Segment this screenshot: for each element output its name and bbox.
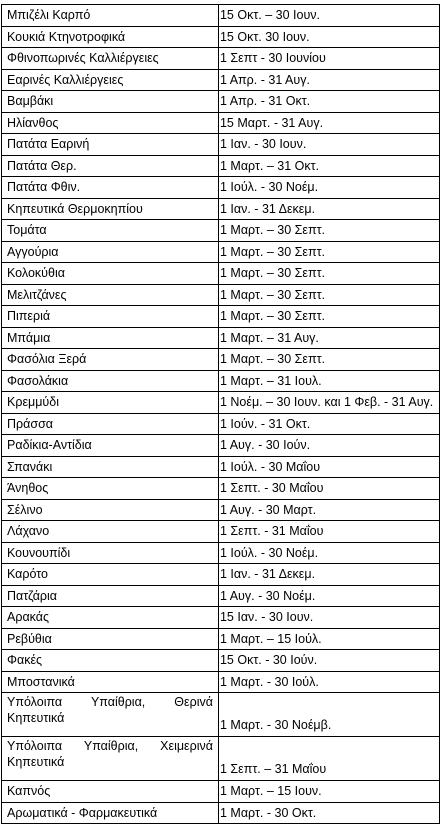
crop-name-cell: Φακές (2, 650, 219, 672)
crop-name-cell: Μπάμια (2, 327, 219, 349)
crop-name-cell: Μελιτζάνες (2, 284, 219, 306)
crop-name-cell: Φασόλια Ξερά (2, 349, 219, 371)
crop-name-cell: Πατζάρια (2, 585, 219, 607)
crop-name-cell: Βαμβάκι (2, 91, 219, 113)
table-row (2, 650, 440, 672)
crop-name-cell: Εαρινές Καλλιέργειες (2, 69, 219, 91)
period-cell: 1 Μαρτ. – 31 Οκτ. (218, 155, 439, 177)
period-cell: 1 Σεπτ. – 31 Μαΐου (218, 737, 439, 781)
table-row (2, 521, 440, 543)
period-cell: 1 Ιαν. - 31 Δεκεμ. (218, 198, 439, 220)
table-row (2, 781, 440, 803)
crop-name-cell: Σέλινο (2, 499, 219, 521)
crop-name-cell: Τομάτα (2, 220, 219, 242)
crop-name-cell: Κολοκύθια (2, 263, 219, 285)
table-row (2, 607, 440, 629)
table-row (2, 542, 440, 564)
period-cell: 1 Ιαν. - 31 Δεκεμ. (218, 564, 439, 586)
table-row (2, 284, 440, 306)
period-cell: 15 Οκτ. – 30 Ιουν. (218, 5, 439, 27)
table-row (2, 155, 440, 177)
crop-name-cell: Μπιζέλι Καρπό (2, 5, 219, 27)
period-cell: 15 Οκτ. - 30 Ιούν. (218, 650, 439, 672)
period-cell: 1 Μαρτ. – 30 Σεπτ. (218, 349, 439, 371)
crop-name-cell: Σπανάκι (2, 456, 219, 478)
table-row (2, 392, 440, 414)
crop-name-cell: Υπόλοιπα Υπαίθρια, Θεριvά Κηπευτικά (2, 693, 219, 737)
table-row (2, 564, 440, 586)
period-cell: 1 Μαρτ. – 30 Σεπτ. (218, 263, 439, 285)
table-row (2, 456, 440, 478)
period-cell: 15 Ιαν. - 30 Ιουν. (218, 607, 439, 629)
table-row (2, 134, 440, 156)
period-cell: 1 Μαρτ. – 31 Ιουλ. (218, 370, 439, 392)
table-row (2, 349, 440, 371)
crop-name-cell: Ραδίκια-Αντίδια (2, 435, 219, 457)
table-row (2, 671, 440, 693)
table-row (2, 241, 440, 263)
table-row (2, 26, 440, 48)
table-row (2, 91, 440, 113)
period-cell: 1 Μαρτ. – 31 Αυγ. (218, 327, 439, 349)
table-row (2, 220, 440, 242)
period-cell: 1 Μαρτ. – 15 Ιουν. (218, 781, 439, 803)
period-cell: 1 Ιούλ. - 30 Μαΐου (218, 456, 439, 478)
crop-name-cell: Αγγούρια (2, 241, 219, 263)
table-row (2, 177, 440, 199)
period-cell: 15 Οκτ. 30 Ιουν. (218, 26, 439, 48)
crop-name-cell: Λάχανο (2, 521, 219, 543)
crop-name-cell: Κρεμμύδι (2, 392, 219, 414)
period-cell: 1 Αυγ. - 30 Ιούν. (218, 435, 439, 457)
period-cell: 1 Μαρτ. - 30 Οκτ. (218, 802, 439, 824)
crop-period-table (1, 4, 440, 824)
period-cell: 1 Μαρτ. - 30 Νοέμβ. (218, 693, 439, 737)
period-cell: 1 Σεπτ. - 30 Μαΐου (218, 478, 439, 500)
period-cell: 1 Αυγ. - 30 Μαρτ. (218, 499, 439, 521)
crop-name-cell: Καπνός (2, 781, 219, 803)
period-cell: 1 Μαρτ. – 30 Σεπτ. (218, 284, 439, 306)
table-row (2, 435, 440, 457)
period-cell: 1 Ιούλ. - 30 Νοέμ. (218, 542, 439, 564)
table-row (2, 585, 440, 607)
crop-name-cell: Πατάτα Εαρινή (2, 134, 219, 156)
period-cell: 1 Σεπτ - 30 Ιουνίου (218, 48, 439, 70)
crop-name-cell: Μποστανικά (2, 671, 219, 693)
crop-name-cell: Ρεβύθια (2, 628, 219, 650)
table-row (2, 263, 440, 285)
period-cell: 1 Απρ. - 31 Οκτ. (218, 91, 439, 113)
period-cell: 1 Μαρτ. – 15 Ιούλ. (218, 628, 439, 650)
table-row (2, 48, 440, 70)
period-cell: 1 Ιούν. - 31 Οκτ. (218, 413, 439, 435)
table-row (2, 327, 440, 349)
table-row (2, 198, 440, 220)
table-row (2, 737, 440, 781)
period-cell: 1 Ιούλ. - 30 Νοέμ. (218, 177, 439, 199)
table-row (2, 693, 440, 737)
crop-name-cell: Πράσσα (2, 413, 219, 435)
table-body (2, 5, 440, 824)
crop-name-cell: Κουκιά Κτηνοτροφικά (2, 26, 219, 48)
table-row (2, 370, 440, 392)
table-row (2, 5, 440, 27)
crop-name-cell: Καρότο (2, 564, 219, 586)
period-cell: 1 Απρ. - 31 Αυγ. (218, 69, 439, 91)
period-cell: 1 Μαρτ. – 30 Σεπτ. (218, 241, 439, 263)
period-cell: 15 Μαρτ. - 31 Αυγ. (218, 112, 439, 134)
table-row (2, 112, 440, 134)
crop-name-cell: Κηπευτικά Θερμοκηπίου (2, 198, 219, 220)
table-row (2, 478, 440, 500)
table-row (2, 69, 440, 91)
crop-name-cell: Φθινοπωρινές Καλλιέργειες (2, 48, 219, 70)
table-row (2, 499, 440, 521)
crop-name-cell: Ηλίανθος (2, 112, 219, 134)
period-cell: 1 Μαρτ. – 30 Σεπτ. (218, 306, 439, 328)
period-cell: 1 Αυγ. - 30 Νοέμ. (218, 585, 439, 607)
crop-name-cell: Άνηθος (2, 478, 219, 500)
table-row (2, 628, 440, 650)
crop-name-cell: Πατάτα Θερ. (2, 155, 219, 177)
crop-name-cell: Φασολάκια (2, 370, 219, 392)
period-cell: 1 Σεπτ. - 31 Μαΐου (218, 521, 439, 543)
crop-name-cell: Υπόλοιπα Υπαίθρια, Χειμερινά Κηπευτικά (2, 737, 219, 781)
crop-name-cell: Αρωματικά - Φαρμακευτικά (2, 802, 219, 824)
crop-name-cell: Πατάτα Φθιν. (2, 177, 219, 199)
period-cell: 1 Μαρτ. - 30 Ιούλ. (218, 671, 439, 693)
table-row (2, 413, 440, 435)
table-row (2, 306, 440, 328)
period-cell: 1 Νοέμ. – 30 Ιουν. και 1 Φεβ. - 31 Αυγ. (218, 392, 439, 414)
crop-name-cell: Κουνουπίδι (2, 542, 219, 564)
crop-name-cell: Αρακάς (2, 607, 219, 629)
crop-name-cell: Πιπεριά (2, 306, 219, 328)
period-cell: 1 Μαρτ. – 30 Σεπτ. (218, 220, 439, 242)
period-cell: 1 Ιαν. - 30 Ιουν. (218, 134, 439, 156)
table-row (2, 802, 440, 824)
